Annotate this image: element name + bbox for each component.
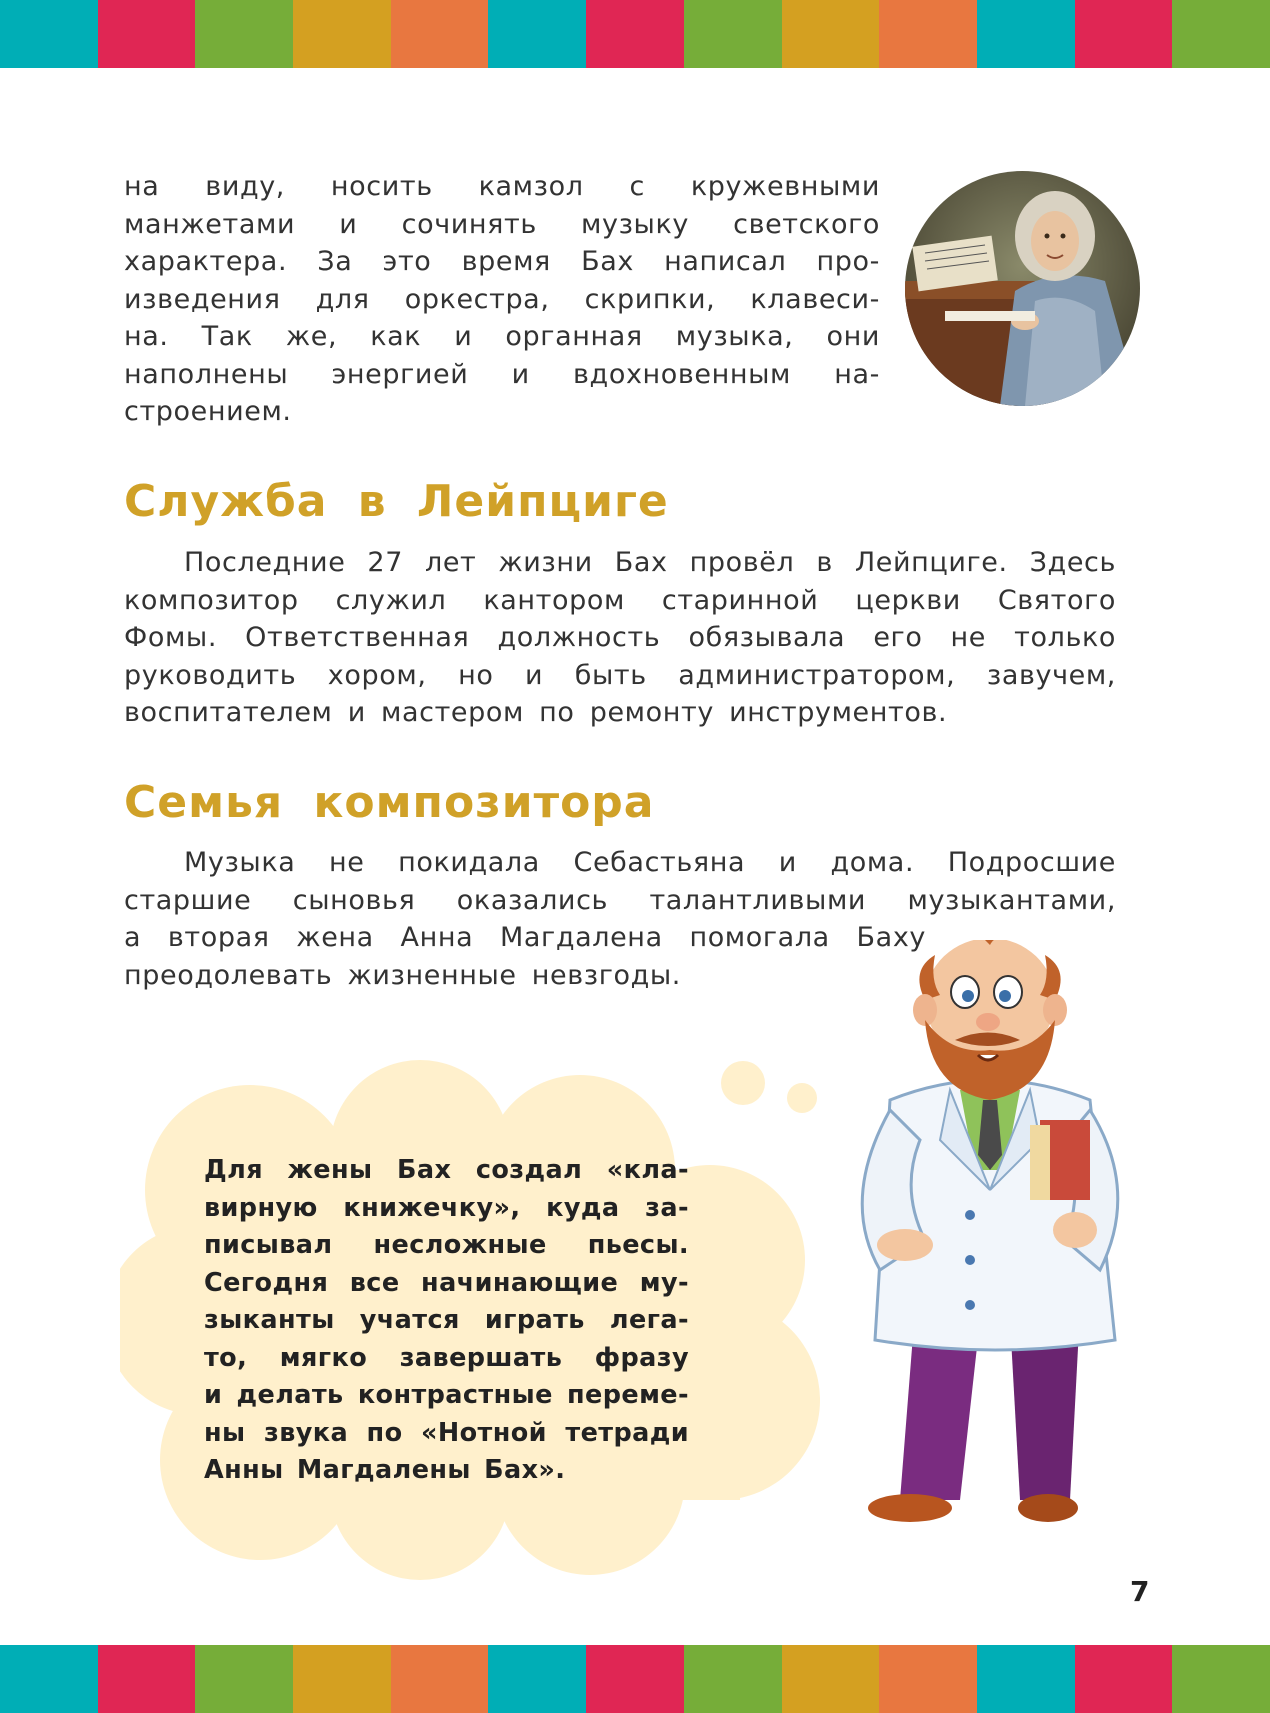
leipzig-paragraph bbox=[124, 544, 1116, 732]
color-stripe-segment bbox=[98, 1645, 196, 1713]
color-stripe-segment bbox=[782, 0, 880, 68]
text-line: воспитателем и мастером по ремонту инструментов. bbox=[124, 697, 948, 728]
page-number: 7 bbox=[1130, 1575, 1150, 1608]
text-line: старшие сыновья оказались талантливыми музыкантами, bbox=[124, 884, 1116, 916]
text-line: Для жены Бах создал «кла- bbox=[204, 1155, 689, 1185]
top-color-stripe bbox=[0, 0, 1270, 68]
text-line: Музыка не покидала Себастьяна и дома. Подросшие bbox=[184, 847, 1116, 878]
color-stripe-segment bbox=[488, 0, 586, 68]
color-stripe-segment bbox=[391, 1645, 489, 1713]
color-stripe-segment bbox=[977, 1645, 1075, 1713]
text-line: Анны Магдалены Бах». bbox=[204, 1455, 566, 1485]
color-stripe-segment bbox=[1172, 1645, 1270, 1713]
text-line: руководить хором, но и быть администратором, завучем, bbox=[124, 659, 1116, 691]
color-stripe-segment bbox=[293, 0, 391, 68]
text-line: изведения для оркестра, скрипки, клавеси- bbox=[124, 283, 880, 315]
section-heading-leipzig: Служба в Лейпциге bbox=[124, 476, 669, 527]
text-line: наполнены энергией и вдохновенным на- bbox=[124, 358, 880, 390]
text-line: ны звука по «Нотной тетради bbox=[204, 1417, 689, 1448]
color-stripe-segment bbox=[586, 0, 684, 68]
color-stripe-segment bbox=[1075, 0, 1173, 68]
text-line: на виду, носить камзол с кружевными bbox=[124, 171, 880, 202]
text-line: а вторая жена Анна Магдалена помогала Баху bbox=[124, 922, 926, 953]
color-stripe-segment bbox=[1172, 0, 1270, 68]
text-line: манжетами и сочинять музыку светского bbox=[124, 208, 880, 240]
section-heading-family: Семья композитора bbox=[124, 777, 655, 828]
color-stripe-segment bbox=[293, 1645, 391, 1713]
color-stripe-segment bbox=[1075, 1645, 1173, 1713]
color-stripe-segment bbox=[391, 0, 489, 68]
color-stripe-segment bbox=[879, 1645, 977, 1713]
text-line: то, мягко завершать фразу bbox=[204, 1342, 689, 1373]
text-line: вирную книжечку», куда за- bbox=[204, 1192, 689, 1223]
color-stripe-segment bbox=[98, 0, 196, 68]
color-stripe-segment bbox=[782, 1645, 880, 1713]
color-stripe-segment bbox=[879, 0, 977, 68]
text-line: Сегодня все начинающие му- bbox=[204, 1267, 689, 1298]
text-line: строением. bbox=[124, 396, 292, 427]
text-line: Последние 27 лет жизни Бах провёл в Лейпциге. Здесь bbox=[184, 547, 1116, 578]
color-stripe-segment bbox=[684, 0, 782, 68]
text-line: преодолевать жизненные невзгоды. bbox=[124, 959, 681, 991]
color-stripe-segment bbox=[586, 1645, 684, 1713]
color-stripe-segment bbox=[195, 1645, 293, 1713]
color-stripe-segment bbox=[0, 1645, 98, 1713]
text-line: на. Так же, как и органная музыка, они bbox=[124, 321, 880, 352]
color-stripe-segment bbox=[195, 0, 293, 68]
text-line: и делать контрастные переме- bbox=[204, 1380, 689, 1410]
text-line: писывал несложные пьесы. bbox=[204, 1230, 689, 1260]
text-line: композитор служил кантором старинной церкви Святого bbox=[124, 584, 1116, 616]
color-stripe-segment bbox=[0, 0, 98, 68]
cloud-note-text bbox=[204, 1152, 689, 1490]
text-line: зыканты учатся играть лега- bbox=[204, 1305, 689, 1335]
bach-portrait-image bbox=[905, 171, 1140, 406]
color-stripe-segment bbox=[684, 1645, 782, 1713]
text-line: характера. За это время Бах написал про- bbox=[124, 246, 880, 277]
color-stripe-segment bbox=[977, 0, 1075, 68]
intro-paragraph bbox=[124, 168, 880, 431]
color-stripe-segment bbox=[488, 1645, 586, 1713]
text-line: Фомы. Ответственная должность обязывала его не только bbox=[124, 622, 1116, 653]
bottom-color-stripe bbox=[0, 1645, 1270, 1713]
bach-cartoon-character bbox=[830, 940, 1160, 1540]
